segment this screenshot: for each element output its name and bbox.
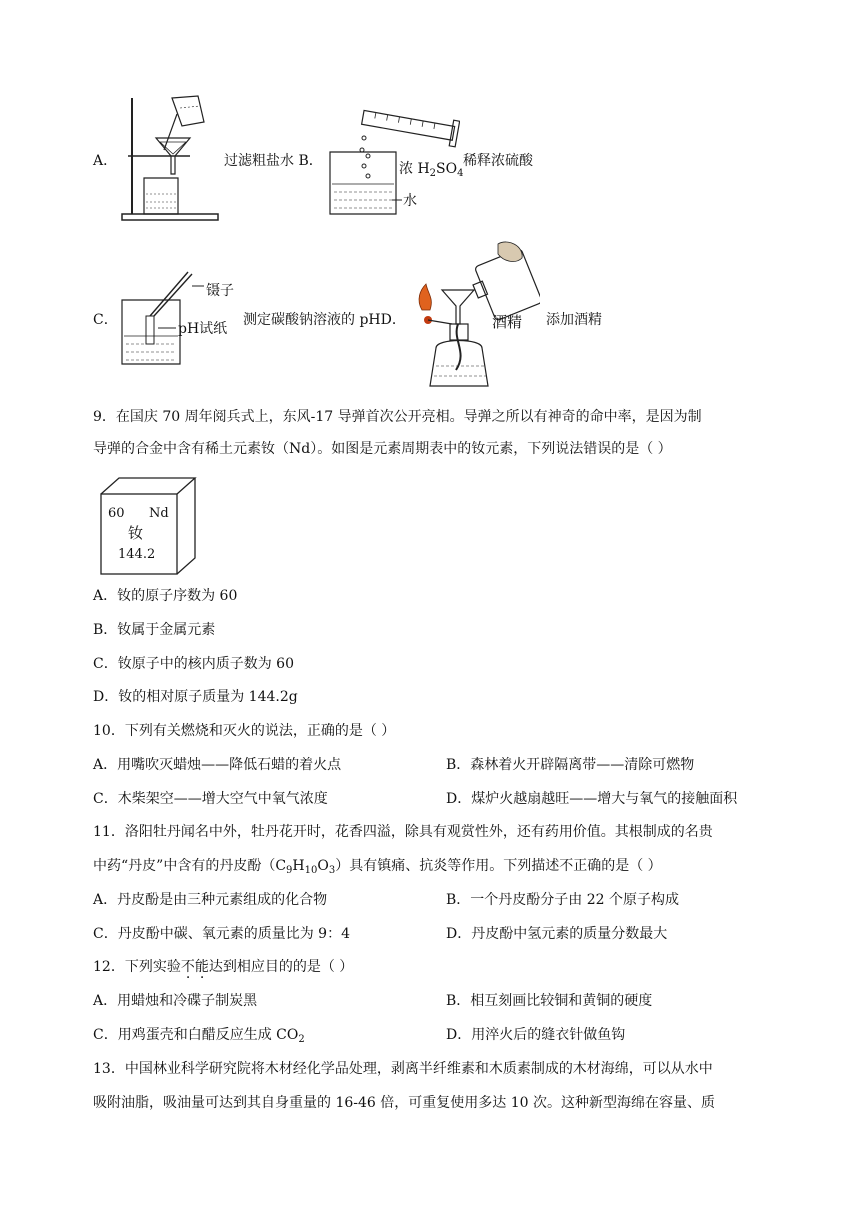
- ph-paper-label: pH试纸: [178, 321, 228, 337]
- element-name: 钕: [128, 524, 144, 542]
- q11-option-c: C．丹皮酚中碳、氧元素的质量比为 9：4: [93, 926, 350, 942]
- q10-option-b: B．森林着火开辟隔离带——清除可燃物: [446, 757, 695, 773]
- q12-option-c: C．用鸡蛋壳和白醋反应生成 $CO_2$: [93, 1027, 305, 1045]
- q11-option-a: A．丹皮酚是由三种元素组成的化合物: [93, 892, 328, 908]
- q11-option-d: D．丹皮酚中氢元素的质量分数最大: [446, 926, 668, 942]
- q9-option-a: A．钕的原子序数为 60: [93, 588, 238, 604]
- q13-stem-line-2: 吸附油脂，吸油量可达到其自身重量的 16-46 倍，可重复使用多达 10 次。这种新型海绵在容量、质: [93, 1095, 715, 1111]
- q12-stem: 12．下列实验不能达到相应目的的是（ ）: [93, 959, 354, 975]
- q9-option-d: D．钕的相对原子质量为 144.2g: [93, 689, 298, 705]
- q10-stem: 10．下列有关燃烧和灭火的说法，正确的是（ ）: [93, 723, 396, 739]
- dilution-apparatus-figure: [326, 96, 460, 218]
- q11-option-b: B．一个丹皮酚分子由 22 个原子构成: [446, 892, 680, 908]
- q9-option-c: C．钕原子中的核内质子数为 60: [93, 656, 294, 672]
- q12-option-d: D．用淬火后的缝衣针做鱼钩: [446, 1027, 626, 1043]
- q13-stem-line-1: 13．中国林业科学研究院将木材经化学品处理，剥离半纤维素和木质素制成的木材海绵，可以从水中: [93, 1061, 713, 1077]
- q11-stem-line-2: 中药“丹皮”中含有的丹皮酚$(C_9H_{10}O_3)$具有镇痛、抗炎等作用。下列描述不正确的是（ ）: [93, 858, 662, 876]
- tweezers-label: 镊子: [206, 283, 234, 299]
- option-b-caption: 稀释浓硫酸: [463, 153, 533, 169]
- q9-stem-line-2: 导弹的合金中含有稀土元素钕（Nd）。如图是元素周期表中的钕元素，下列说法错误的是（ ）: [93, 441, 672, 457]
- q10-option-c: C．木柴架空——增大空气中氧气浓度: [93, 791, 328, 807]
- q10-option-a: A．用嘴吹灭蜡烛——降低石蜡的着火点: [93, 757, 342, 773]
- q10-option-d: D．煤炉火越扇越旺——增大与氧气的接触面积: [446, 791, 738, 807]
- element-atomic-number: 60: [108, 506, 125, 521]
- filtration-apparatus-figure: [120, 94, 220, 224]
- q9-option-b: B．钕属于金属元素: [93, 622, 216, 638]
- option-a-caption: 过滤粗盐水 B．: [224, 153, 323, 169]
- acid-label: 浓 $H_2SO_4$: [399, 161, 464, 179]
- element-symbol: Nd: [149, 506, 169, 521]
- water-label: 水: [403, 193, 417, 209]
- q9-stem-line-1: 9．在国庆 70 周年阅兵式上，东风-17 导弹首次公开亮相。导弹之所以有神奇的命中率，是因为制: [93, 409, 702, 425]
- option-a-label: A．: [93, 153, 118, 169]
- element-mass: 144.2: [118, 547, 156, 562]
- q12-option-a: A．用蜡烛和冷碟子制炭黑: [93, 993, 258, 1009]
- ph-test-figure: [118, 266, 206, 370]
- q11-stem-line-1: 11．洛阳牡丹闻名中外，牡丹花开时，花香四溢，除具有观赏性外，还有药用价值。其根制成的名贵: [93, 824, 713, 840]
- option-c-caption: 测定碳酸钠溶液的 pHD．: [243, 312, 406, 328]
- option-c-label: C．: [93, 312, 118, 328]
- option-d-caption: 添加酒精: [546, 312, 602, 328]
- q12-option-b: B．相互刻画比较铜和黄铜的硬度: [446, 993, 653, 1009]
- alcohol-bottle-label: 酒精: [492, 313, 523, 331]
